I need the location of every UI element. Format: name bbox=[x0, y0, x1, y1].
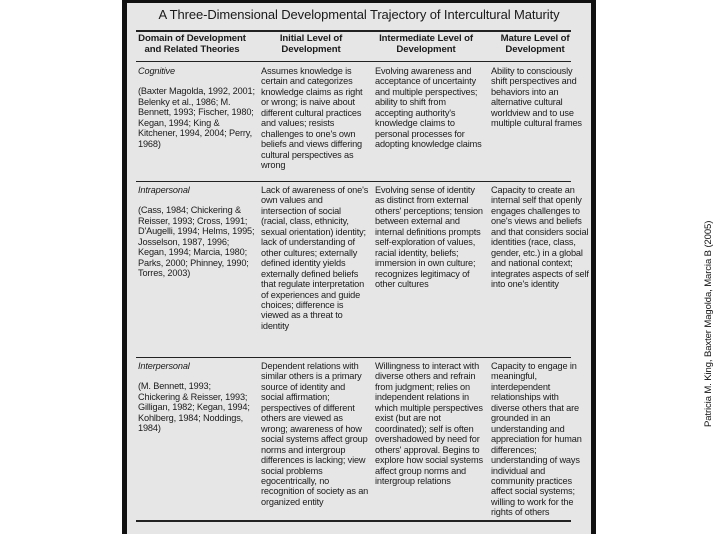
header-mature: Mature Level of Development bbox=[500, 33, 570, 55]
table-title: A Three-Dimensional Developmental Trajectory of Intercultural Maturity bbox=[158, 7, 560, 22]
row-intrapersonal-intermediate: Evolving sense of identity as distinct from external others' perceptions; tension between external and internal definitions prompts self-exploration of values, racial identity, beliefs; immersion in own culture; recognizes legitimacy of other cultures bbox=[375, 185, 483, 290]
row-cognitive-initial: Assumes knowledge is certain and categorizes knowledge claims as right or wrong; is naive about different cultural practices and values; resists challenges to one's own beliefs and views differing cultural perspectives as wrong bbox=[261, 66, 363, 171]
theories-text: (Cass, 1984; Chickering & Reisser, 1993; Cross, 1991; D'Augelli, 1994; Helms, 1995; Josselson, 1987, 1996; Kegan, 1994; Marcia, 1980; Parks, 2000; Phinney, 1990; Torres, 2003) bbox=[138, 205, 255, 279]
row-interpersonal-mature: Capacity to engage in meaningful, interdependent relationships with diverse others that are grounded in an understanding and appreciation for human differences; understanding of ways individual and community practices affect social systems; willing to work for the rights of others bbox=[491, 361, 582, 518]
top-rule bbox=[136, 30, 571, 32]
header-intermediate: Intermediate Level of Development bbox=[379, 33, 473, 55]
side-caption: Patricia M. King, Baxter Magolda, Marcia B (2005) bbox=[703, 220, 714, 427]
domain-label: Interpersonal bbox=[138, 361, 190, 371]
row-interpersonal-domain-cell bbox=[138, 361, 255, 434]
table-sheet bbox=[127, 3, 591, 534]
row-interpersonal-intermediate: Willingness to interact with diverse others and refrain from judgment; relies on independent relations in which multiple perspectives exist (but are not coordinated); self is often overshadowed by need for others' approval. Begins to explore how social systems affect group norms and intergroup relations bbox=[375, 361, 483, 486]
theories-text: (M. Bennett, 1993; Chickering & Reisser, 1993; Gilligan, 1982; Kegan, 1994; Kohlberg, 1984; Noddings, 1984) bbox=[138, 381, 250, 434]
bottom-rule bbox=[136, 520, 571, 522]
row-divider bbox=[136, 357, 571, 358]
row-divider bbox=[136, 181, 571, 182]
row-cognitive-domain-cell bbox=[138, 66, 255, 149]
row-intrapersonal-mature: Capacity to create an internal self that openly engages challenges to one's views and beliefs and that considers social identities (race, class, gender, etc.) in a global and national context; integrates aspects of self into one's identity bbox=[491, 185, 589, 290]
header-domain: Domain of Development and Related Theories bbox=[138, 33, 246, 55]
header-initial: Initial Level of Development bbox=[279, 33, 343, 55]
row-cognitive-intermediate: Evolving awareness and acceptance of uncertainty and multiple perspectives; ability to shift from accepting authority's knowledge claims to personal processes for adopting knowledge claims bbox=[375, 66, 482, 150]
header-rule bbox=[136, 61, 571, 62]
row-interpersonal-initial: Dependent relations with similar others is a primary source of identity and social affirmation; perspectives of different others are viewed as wrong; awareness of how social systems affect group norms and intergroup differences is lacking; view social problems egocentrically, no recognition of society as an organized entity bbox=[261, 361, 369, 507]
domain-label: Intrapersonal bbox=[138, 185, 190, 195]
row-intrapersonal-domain-cell bbox=[138, 185, 255, 279]
row-intrapersonal-initial: Lack of awareness of one's own values and intersection of social (racial, class, ethnicity, sexual orientation) identity; lack of understanding of other cultures; externally defined identity yields externally defined beliefs that regulate interpretation of experiences and guide choices; difference is viewed as a threat to identity bbox=[261, 185, 369, 331]
row-cognitive-mature: Ability to consciously shift perspectives and behaviors into an alternative cultural worldview and to use multiple cultural frames bbox=[491, 66, 582, 129]
theories-text: (Baxter Magolda, 1992, 2001; Belenky et al., 1986; M. Bennett, 1993; Fischer, 1980; Kegan, 1994; King & Kitchener, 1994, 2004; Perry, 1968) bbox=[138, 86, 255, 149]
domain-label: Cognitive bbox=[138, 66, 175, 76]
